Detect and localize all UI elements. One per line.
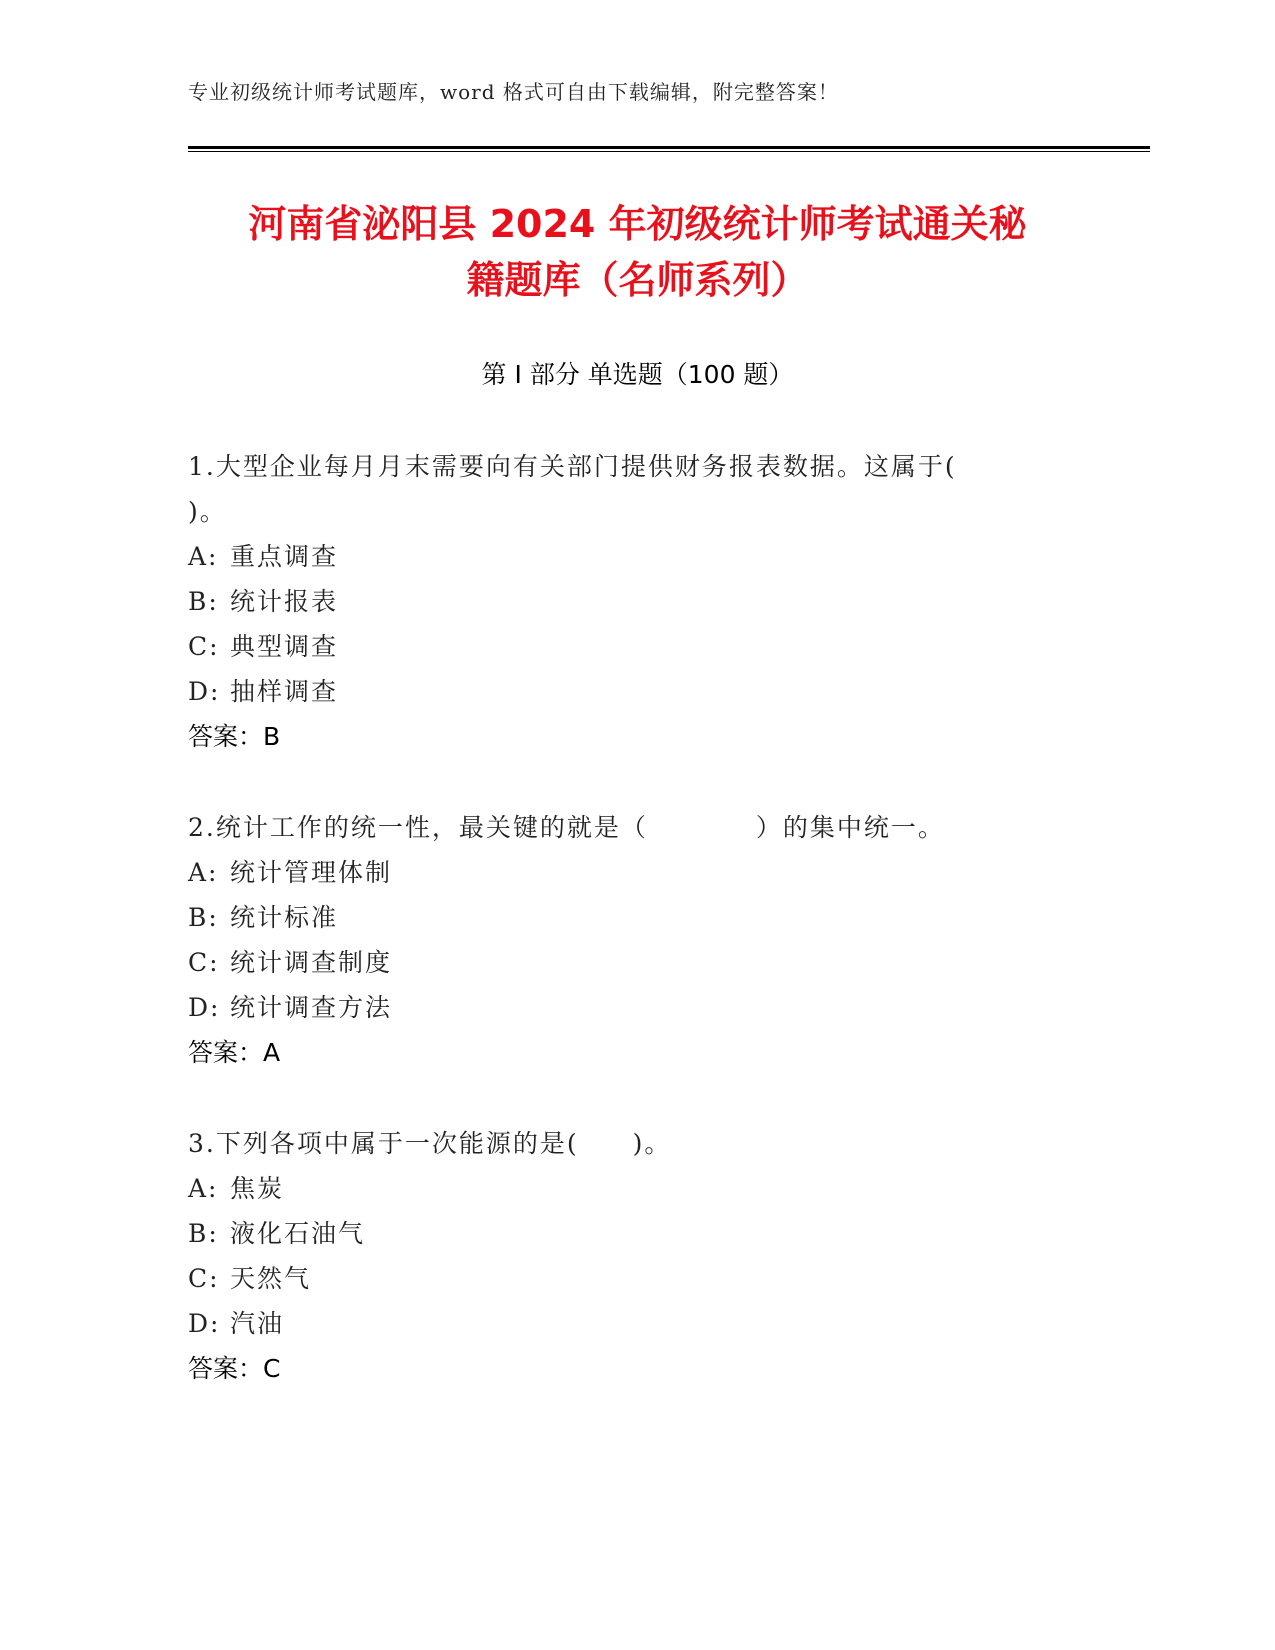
option-letter: B: [188, 587, 219, 616]
option-letter: D: [188, 677, 221, 706]
option-letter: A: [188, 1174, 219, 1203]
option-text: 重点调查 [230, 542, 339, 571]
option-c [188, 1256, 1068, 1301]
answer-value: C [263, 1354, 281, 1383]
question-stem [188, 444, 1068, 534]
option-letter: C: [188, 1264, 220, 1293]
option-text: 汽油 [230, 1309, 285, 1338]
header-rule-thick [188, 146, 1150, 149]
option-c [188, 624, 1068, 669]
question-3 [188, 1121, 1068, 1391]
option-b [188, 579, 1068, 624]
question-2 [188, 805, 1068, 1075]
option-text: 统计标准 [230, 903, 339, 932]
option-text: 典型调查 [230, 632, 339, 661]
header-rule-thin [188, 151, 1150, 152]
title-line-2: 籍题库（名师系列） [466, 258, 809, 302]
answer [188, 1346, 1068, 1391]
option-d [188, 985, 1068, 1030]
option-a [188, 534, 1068, 579]
stem-line: 1.大型企业每月月末需要向有关部门提供财务报表数据。这属于( [188, 452, 957, 481]
option-letter: C: [188, 948, 220, 977]
stem-line: )。 [188, 497, 227, 526]
option-letter: D: [188, 993, 221, 1022]
option-text: 天然气 [230, 1264, 312, 1293]
option-text: 统计报表 [230, 587, 339, 616]
document-title [170, 196, 1105, 308]
stem-line: 3.下列各项中属于一次能源的是( )。 [188, 1129, 672, 1158]
option-c [188, 940, 1068, 985]
question-stem [188, 805, 1068, 850]
answer-value: A [263, 1038, 281, 1067]
option-letter: B: [188, 1219, 219, 1248]
option-letter: C: [188, 632, 220, 661]
header-note: 专业初级统计师考试题库，word 格式可自由下载编辑，附完整答案！ [188, 80, 839, 104]
stem-line: 2.统计工作的统一性，最关键的就是（ ）的集中统一。 [188, 813, 945, 842]
option-d [188, 1301, 1068, 1346]
option-b [188, 1211, 1068, 1256]
option-text: 统计管理体制 [230, 858, 393, 887]
option-text: 焦炭 [230, 1174, 285, 1203]
option-d [188, 669, 1068, 714]
option-letter: D: [188, 1309, 221, 1338]
answer [188, 714, 1068, 759]
option-letter: A: [188, 542, 219, 571]
question-1 [188, 444, 1068, 759]
title-line-1: 河南省泌阳县 2024 年初级统计师考试通关秘 [248, 202, 1027, 246]
answer-value: B [263, 722, 281, 751]
answer-label: 答案： [188, 1038, 264, 1067]
question-stem [188, 1121, 1068, 1166]
option-text: 统计调查方法 [230, 993, 393, 1022]
option-letter: A: [188, 858, 219, 887]
question-list [188, 444, 1068, 1437]
option-text: 统计调查制度 [230, 948, 393, 977]
option-text: 抽样调查 [230, 677, 339, 706]
option-b [188, 895, 1068, 940]
answer [188, 1030, 1068, 1075]
answer-label: 答案： [188, 1354, 264, 1383]
option-a [188, 850, 1068, 895]
answer-label: 答案： [188, 722, 264, 751]
option-letter: B: [188, 903, 219, 932]
option-text: 液化石油气 [230, 1219, 366, 1248]
option-a [188, 1166, 1068, 1211]
section-title: 第 I 部分 单选题（100 题） [481, 360, 794, 389]
